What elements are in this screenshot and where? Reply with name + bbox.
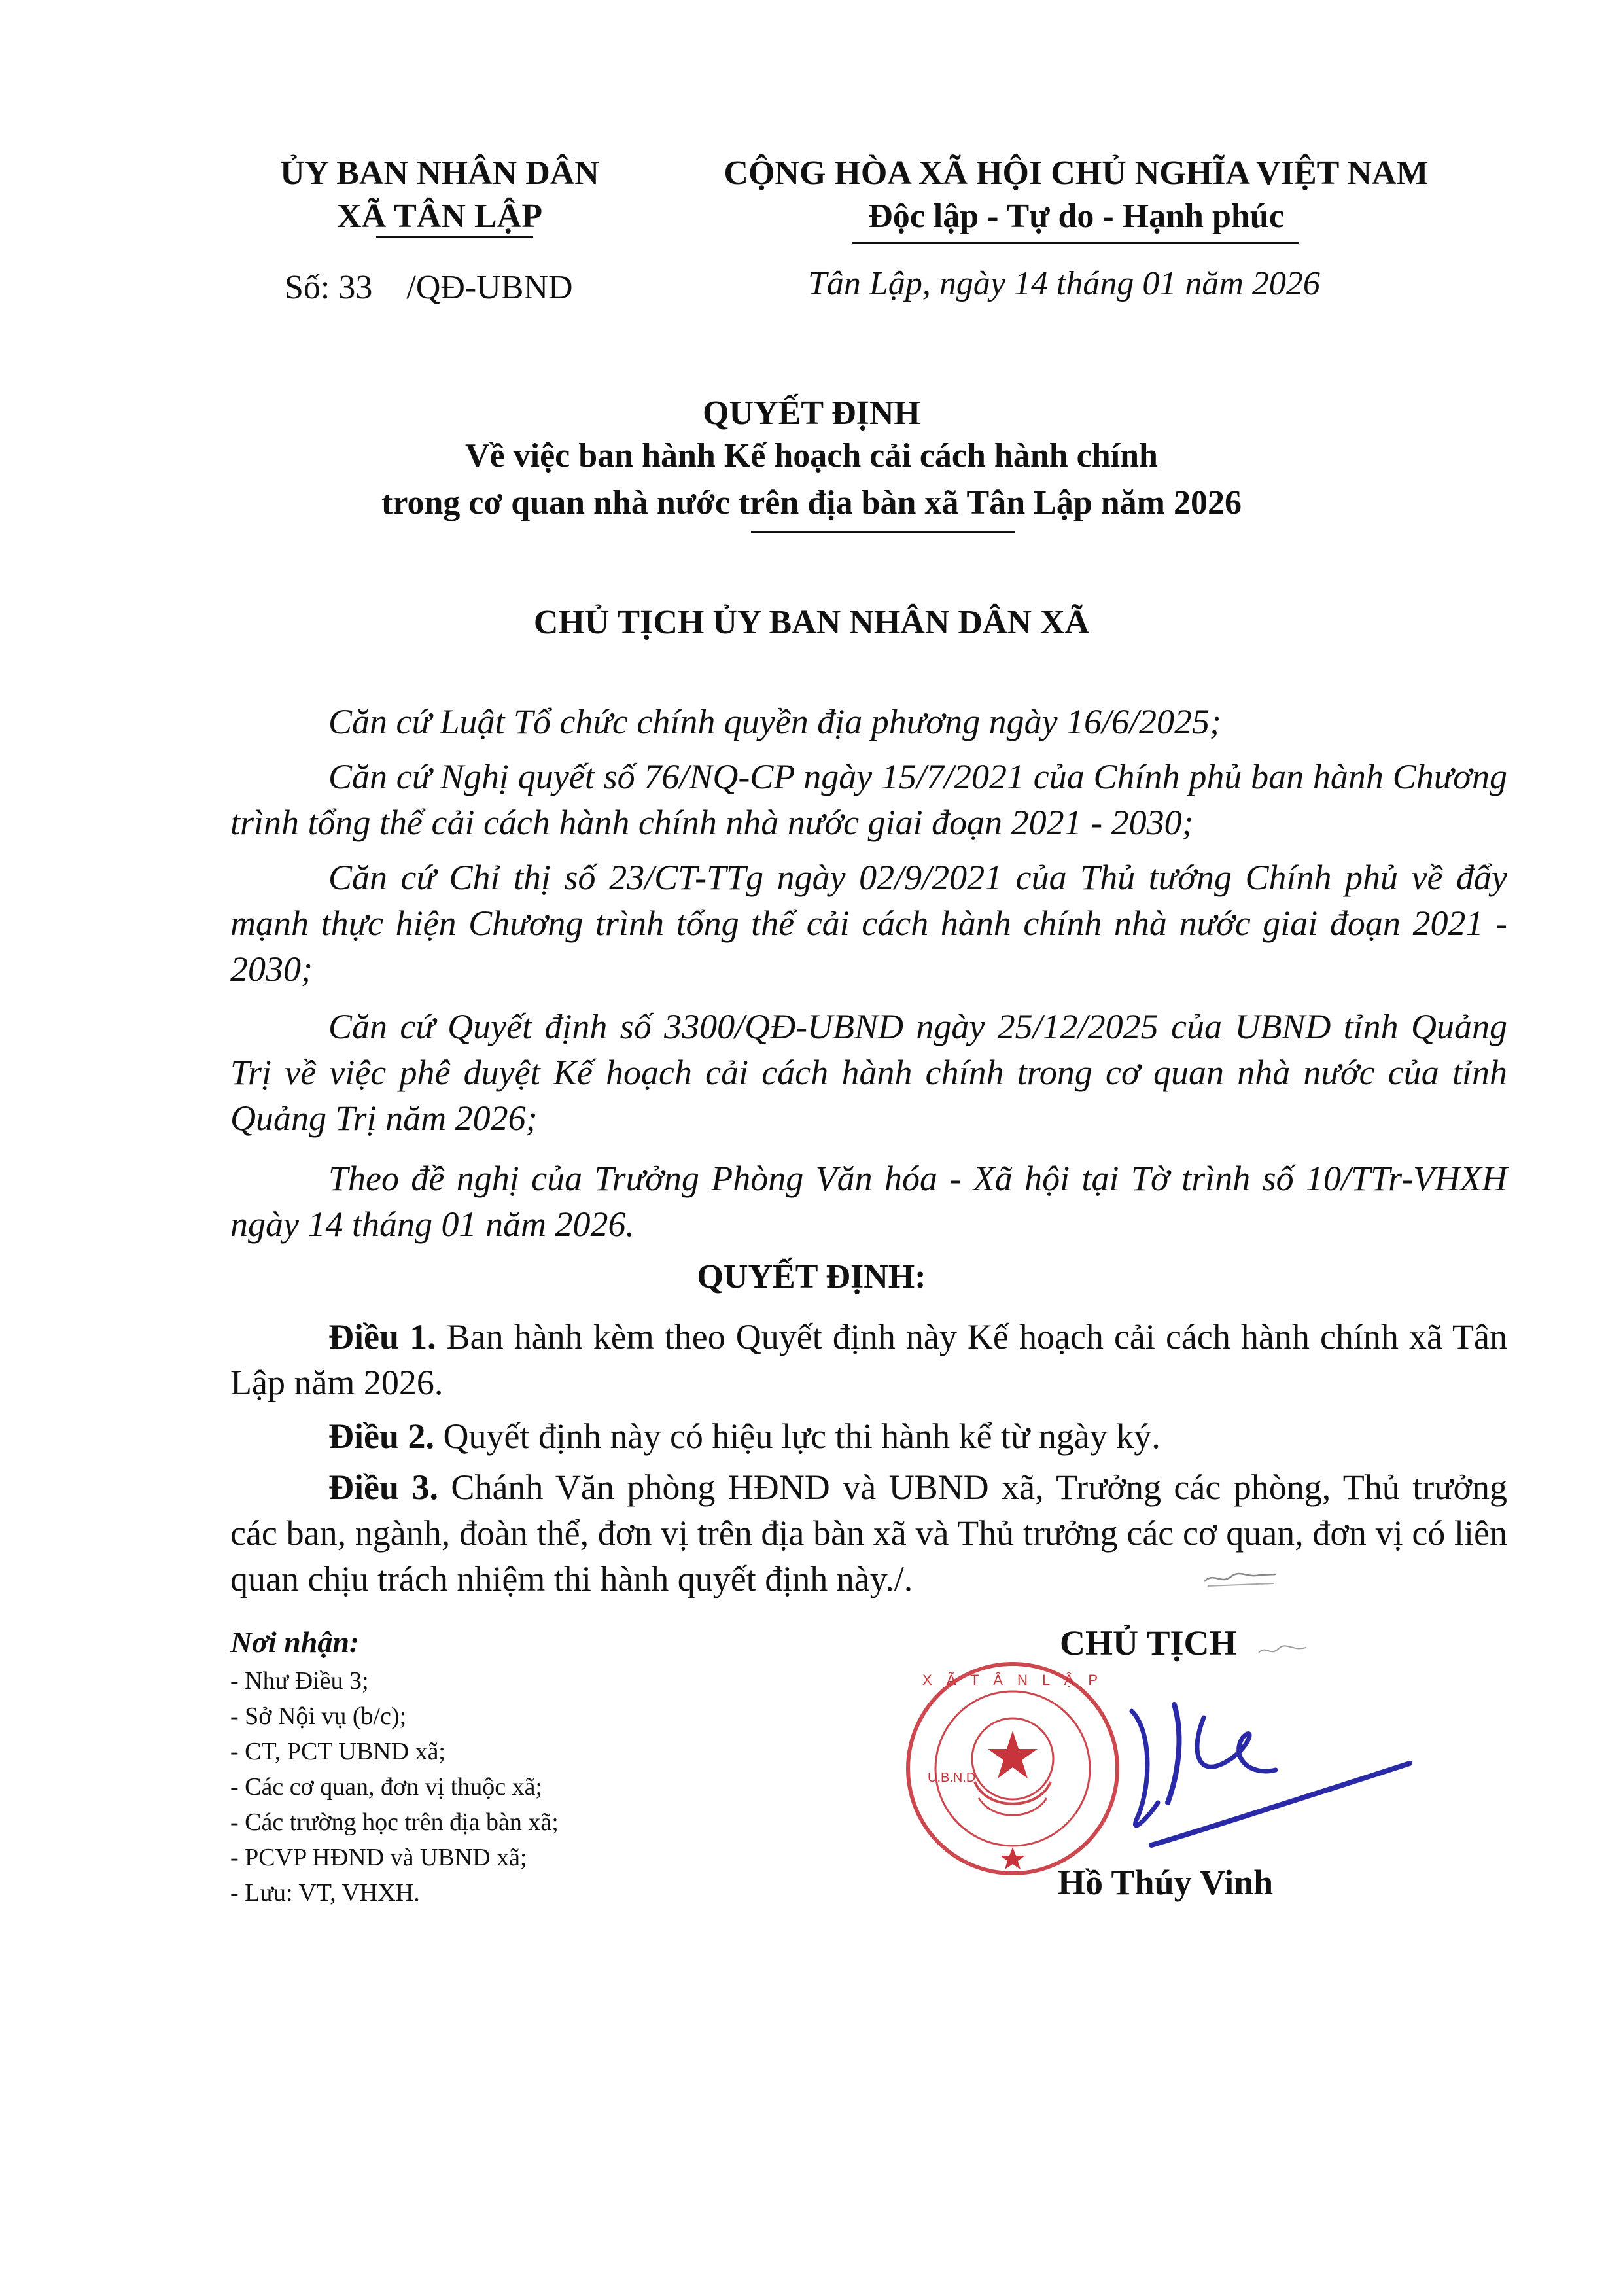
national-motto: Độc lập - Tự do - Hạnh phúc xyxy=(868,198,1284,235)
motto-underline xyxy=(852,242,1299,244)
svg-text:U.B.N.D: U.B.N.D xyxy=(928,1771,976,1785)
article-2-text: Quyết định này có hiệu lực thi hành kể từ ngày ký. xyxy=(434,1417,1161,1456)
legal-basis-3: Căn cứ Chỉ thị số 23/CT-TTg ngày 02/9/2021 của Thủ tướng Chính phủ về đẩy mạnh thực hiện Chương trình tổng thể cải cách hành chính nhà nước giai đoạn 2021 - 2030; xyxy=(230,858,1507,989)
official-seal-icon xyxy=(901,1657,1124,1880)
recipient-item: - Các trường học trên địa bàn xã; xyxy=(230,1809,559,1836)
recipients-title: Nơi nhận: xyxy=(230,1625,360,1659)
svg-text:X Ã T Â N L Ậ P: X Ã T Â N L Ậ P xyxy=(922,1672,1104,1688)
org-line-1: ỦY BAN NHÂN DÂN xyxy=(280,154,599,192)
title-line-1: Về việc ban hành Kế hoạch cải cách hành chính xyxy=(465,437,1158,474)
legal-basis-2: Căn cứ Nghị quyết số 76/NQ-CP ngày 15/7/2021 của Chính phủ ban hành Chương trình tổng thể cải cách hành chính nhà nước giai đoạn 2021 - 2030; xyxy=(230,757,1507,842)
recipient-item: - Lưu: VT, VHXH. xyxy=(230,1879,420,1907)
org-line-2: XÃ TÂN LẬP xyxy=(337,198,542,235)
signer-title: CHỦ TỊCH xyxy=(1060,1623,1237,1663)
article-2-label: Điều 2. xyxy=(328,1417,434,1456)
legal-basis-5: Theo đề nghị của Trưởng Phòng Văn hóa - Xã hội tại Tờ trình số 10/TTr-VHXH ngày 14 tháng 01 năm 2026. xyxy=(230,1159,1507,1244)
title-underline xyxy=(751,531,1015,533)
legal-basis-4: Căn cứ Quyết định số 3300/QĐ-UBND ngày 25/12/2025 của UBND tỉnh Quảng Trị về việc phê duyệt Kế hoạch cải cách hành chính trong cơ quan nhà nước của tỉnh Quảng Trị năm 2026; xyxy=(230,1007,1507,1138)
signature-mark xyxy=(1112,1691,1426,1862)
authority-heading: CHỦ TỊCH ỦY BAN NHÂN DÂN XÃ xyxy=(533,604,1090,641)
legal-basis-1: Căn cứ Luật Tổ chức chính quyền địa phương ngày 16/6/2025; xyxy=(328,702,1222,741)
recipient-item: - Các cơ quan, đơn vị thuộc xã; xyxy=(230,1773,543,1801)
recipient-item: - Như Điều 3; xyxy=(230,1667,369,1695)
initials-mark xyxy=(1201,1565,1280,1591)
article-3-text: Chánh Văn phòng HĐND và UBND xã, Trưởng các phòng, Thủ trưởng các ban, ngành, đoàn thể, đơn vị trên địa bàn xã và Thủ trưởng các cơ quan, đơn vị có liên quan chịu trách nhiệm thi hành quyết định này./. xyxy=(230,1468,1508,1598)
title-initials-mark xyxy=(1256,1641,1308,1661)
article-1 xyxy=(230,1314,1507,1405)
issuing-org xyxy=(230,152,649,238)
recipient-item: - Sở Nội vụ (b/c); xyxy=(230,1703,407,1730)
signer-name: Hồ Thúy Vinh xyxy=(1058,1863,1274,1902)
article-3-label: Điều 3. xyxy=(328,1468,438,1507)
recipients xyxy=(230,1621,559,1911)
place-date: Tân Lập, ngày 14 tháng 01 năm 2026 xyxy=(808,265,1320,302)
recipient-item: - PCVP HĐND và UBND xã; xyxy=(230,1844,527,1871)
decision-heading: QUYẾT ĐỊNH: xyxy=(697,1258,926,1296)
article-1-label: Điều 1. xyxy=(328,1317,436,1356)
document-number: Số: 33 /QĐ-UBND xyxy=(285,269,573,306)
recipient-item: - CT, PCT UBND xã; xyxy=(230,1738,445,1765)
document-type: QUYẾT ĐỊNH xyxy=(703,395,920,432)
article-3 xyxy=(230,1464,1507,1602)
nation-name: CỘNG HÒA XÃ HỘI CHỦ NGHĨA VIỆT NAM xyxy=(724,154,1429,192)
article-1-text: Ban hành kèm theo Quyết định này Kế hoạch cải cách hành chính xã Tân Lập năm 2026. xyxy=(230,1317,1508,1402)
org-underline xyxy=(376,236,533,238)
national-header xyxy=(674,152,1478,238)
title-line-2: trong cơ quan nhà nước trên địa bàn xã Tân Lập năm 2026 xyxy=(381,484,1242,521)
article-2 xyxy=(230,1413,1507,1459)
